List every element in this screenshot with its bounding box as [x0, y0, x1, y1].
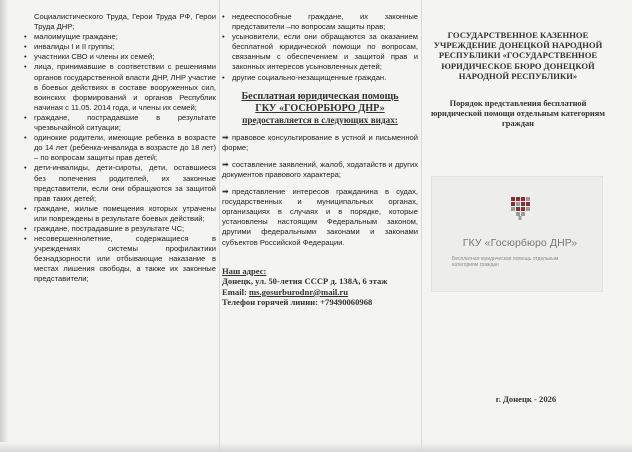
list-item: • усыновители, если они обращаются за оказанием бесплатной юридической помощи по вопросам, связанным с обеспечением и защитой прав и законных интересов усыновленных детей; [222, 32, 418, 72]
services-title-line3: предоставляется в следующих видах: [242, 114, 398, 125]
email-line [222, 287, 418, 298]
list-item: • другие социально-незащищенные граждан. [222, 73, 418, 83]
scan-shadow-left [0, 0, 8, 452]
list-item: • малоимущие граждане; [24, 32, 216, 42]
list-item: • одинокие родители, имеющие ребенка в возрасте до 14 лет (ребенка-инвалида в возрасте до 18 лет) – по вопросам защиты прав детей; [24, 133, 216, 163]
logo-subtitle: Бесплатная юридическая помощь отдельным категориям граждан [452, 256, 559, 268]
contact-block [222, 266, 418, 308]
service-item [222, 187, 418, 248]
list-item: • граждане, пострадавшие в результате чрезвычайной ситуации; [24, 113, 216, 133]
hotline-number: +79490060968 [320, 297, 373, 308]
list-item: • инвалиды I и II группы; [24, 42, 216, 52]
eligible-categories-column [24, 12, 216, 285]
brochure-title: Порядок представления бесплатной юридической помощи отдельным категориям граждан [431, 99, 605, 129]
list-item: • недееспособные граждане, их законные представители –по вопросам защиты прав; [222, 12, 418, 32]
hotline-line [222, 297, 418, 308]
fold-line-1 [219, 0, 220, 452]
arrow-right-icon: ➡ [222, 187, 229, 197]
hotline-label: Телефон горячей линии: [222, 297, 318, 308]
logo-card [431, 176, 603, 292]
service-item [222, 160, 418, 180]
list-item: Социалистического Труда, Герои Труда РФ, Герои Труда ДНР; [34, 12, 216, 32]
cover-column [425, 30, 611, 130]
service-text: представление интересов гражданина в судах, государственных и муниципальных органах, организациях в случаях и в порядке, которые установлены настоящим Федеральным законом, другими федеральными законами и законами субъектов Российской Федерации. [222, 187, 418, 247]
service-item [222, 133, 418, 153]
service-text: составление заявлений, жалоб, ходатайств и других документов правового характера; [222, 159, 418, 179]
arrow-right-icon: ➡ [222, 132, 229, 142]
list-item: • граждане, пострадавшие в результате ЧС; [24, 224, 216, 234]
eligible-categories-list-continued [222, 12, 418, 83]
email-link[interactable]: ms.gosurburodnr@mail.ru [248, 286, 349, 297]
fold-line-2 [421, 0, 422, 452]
list-item: • граждане, жилые помещения которых утрачены или повреждены в результате боевых действий; [24, 204, 216, 224]
scales-logo-icon [509, 195, 531, 221]
list-item: • участники СВО и члены их семей; [24, 52, 216, 62]
scan-shadow-bottom [0, 442, 632, 452]
services-title [222, 91, 418, 126]
services-title-line1: Бесплатная юридическая помощь [241, 90, 399, 102]
logo-name: ГКУ «Госюрбюро ДНР» [462, 237, 578, 249]
arrow-right-icon: ➡ [222, 159, 229, 169]
list-item: • несовершеннолетние, содержащиеся в учреждениях системы профилактики безнадзорности или отбывающие наказание в местах лишения свободы, а также их законные представители; [24, 234, 216, 284]
city-year: г. Донецк - 2026 [495, 394, 557, 404]
eligible-categories-list [24, 12, 216, 285]
email-label: Email: [222, 286, 247, 297]
list-item: • лица, принимавшие в соответствии с решениями органов государственной власти ДНР, ЛНР участие в боевых действиях в составе вооруженных сил, воинских формирований и органов Республик начиная с 11.05. 2014 года, и члены их семей; [24, 62, 216, 112]
services-list [222, 133, 418, 248]
organization-name: ГОСУДАРСТВЕННОЕ КАЗЕННОЕ УЧРЕЖДЕНИЕ ДОНЕЦКОЙ НАРОДНОЙ РЕСПУБЛИКИ «ГОСУДАРСТВЕННОЕ ЮРИДИЧЕСКОЕ БЮРО ДОНЕЦКОЙ НАРОДНОЙ РЕСПУБЛИКИ» [433, 30, 603, 81]
address-line: Донецк, ул. 50-летия СССР д. 138А, 6 этаж [222, 276, 388, 287]
address-heading: Наш адрес: [222, 265, 267, 276]
list-item: • дети-инвалиды, дети-сироты, дети, оставшиеся без попечения родителей, их законные представители, если они обращаются за защитой прав таких детей; [24, 163, 216, 203]
services-title-line2: ГКУ «ГОСЮРБЮРО ДНР» [255, 102, 385, 114]
service-text: правовое консультирование в устной и письменной форме; [222, 132, 418, 152]
services-column [222, 12, 418, 308]
